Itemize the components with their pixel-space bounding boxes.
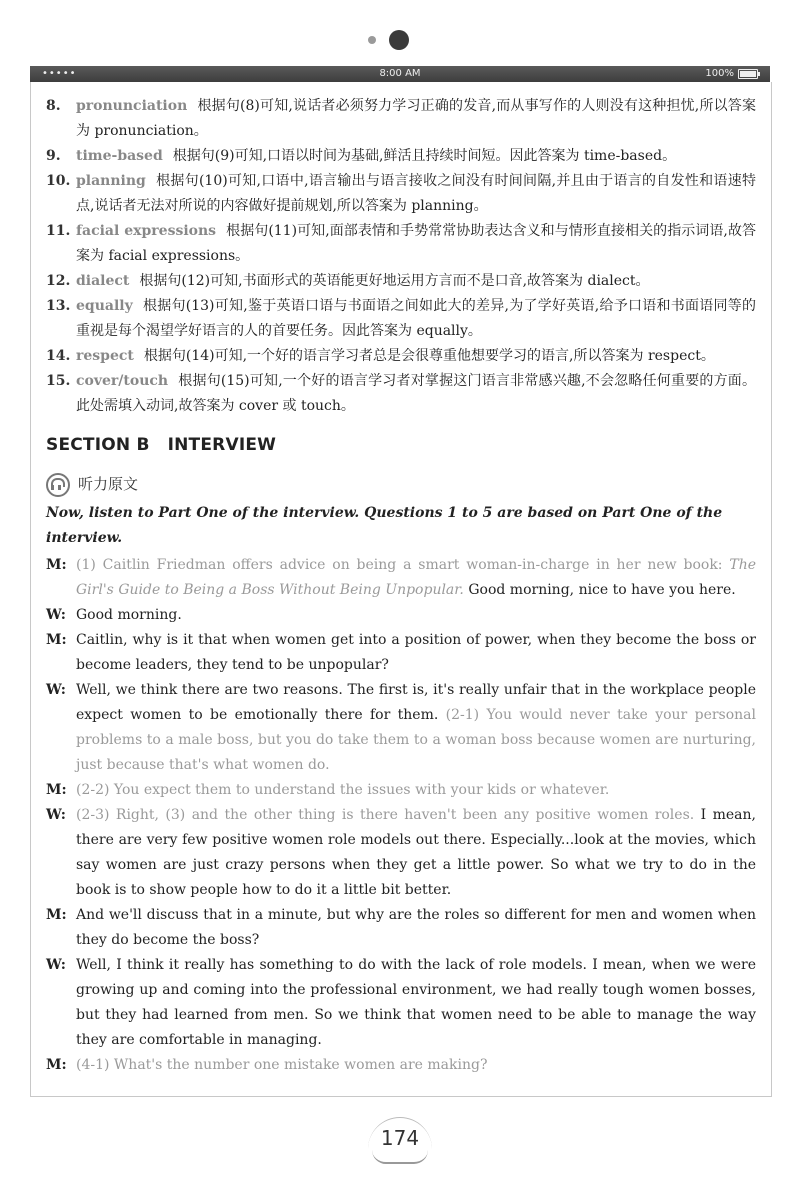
utterance-segment: Well, I think it really has something to do with the lack of role models. I mean, when we were growing up and coming into the professional environment, we had really tough women bosses, but they had learned from men. So we think that women need to be able to manage the way they are comfortable in managing. xyxy=(76,957,756,1048)
answer-number: 8. xyxy=(46,98,61,114)
answer-keyword: respect xyxy=(76,348,134,364)
instruction: Now, listen to Part One of the interview. Questions 1 to 5 are based on Part One of the interview. xyxy=(46,505,723,546)
section-heading xyxy=(46,433,756,458)
speaker-label: M: xyxy=(46,782,67,798)
answer-item xyxy=(46,344,756,369)
answer-explanation: 根据句(11)可知,面部表情和手势常常协助表达含义和与情形直接相关的指示词语,故答案为 facial expressions。 xyxy=(76,223,756,264)
answer-explanation: 根据句(12)可知,书面形式的英语能更好地运用方言而不是口音,故答案为 dialect。 xyxy=(139,273,650,289)
transcript-turn xyxy=(46,778,756,803)
answer-text xyxy=(76,219,756,269)
answer-number: 15. xyxy=(46,373,71,389)
speaker-label: M: xyxy=(46,557,67,573)
utterance-segment: (2-2) You expect them to understand the issues with your kids or whatever. xyxy=(76,782,610,798)
transcript-turn xyxy=(46,678,756,778)
answer-text xyxy=(76,369,756,419)
answer-text xyxy=(76,94,756,144)
answer-number: 9. xyxy=(46,148,61,164)
transcript-turn xyxy=(46,953,756,1053)
utterance-segment: Good morning. xyxy=(76,607,182,623)
answer-text xyxy=(76,269,756,294)
utterance-segment: Well, we think there are two reasons. The first is, it's really unfair that in the workplace people expect women to be emotionally there for them. xyxy=(76,682,756,723)
answer-item xyxy=(46,369,756,419)
answer-number: 11. xyxy=(46,223,71,239)
answer-explanation: 根据句(8)可知,说话者必须努力学习正确的发音,而从事写作的人则没有这种担忧,所以答案为 pronunciation。 xyxy=(76,98,756,139)
transcript-turn xyxy=(46,903,756,953)
answer-keyword: facial expressions xyxy=(76,223,217,239)
utterance xyxy=(76,803,756,903)
utterance xyxy=(76,778,756,803)
answer-keyword: dialect xyxy=(76,273,130,289)
utterance xyxy=(76,1053,756,1078)
answer-explanation: 根据句(10)可知,口语中,语言输出与语言接收之间没有时间间隔,并且由于语言的自发性和语速特点,说话者无法对所说的内容做好提前规划,所以答案为 planning。 xyxy=(76,173,756,214)
signal-indicator: ••••• xyxy=(42,68,77,79)
answer-number: 14. xyxy=(46,348,71,364)
transcript xyxy=(46,553,756,1078)
audio-script-title: 听力原文 xyxy=(78,475,139,493)
answer-explanation: 根据句(15)可知,一个好的语言学习者对掌握这门语言非常感兴趣,不会忽略任何重要的方面。此处需填入动词,故答案为 cover 或 touch。 xyxy=(76,373,756,414)
status-time: 8:00 AM xyxy=(379,68,421,79)
headphone-icon xyxy=(46,473,70,497)
transcript-turn xyxy=(46,553,756,603)
transcript-turn xyxy=(46,628,756,678)
answer-list xyxy=(46,94,756,419)
answer-text xyxy=(76,169,756,219)
speaker-label: W: xyxy=(46,807,66,823)
section-label: SECTION B xyxy=(46,435,150,455)
utterance-segment: Caitlin, why is it that when women get into a position of power, when they become the boss or become leaders, they tend to be unpopular? xyxy=(76,632,756,673)
answer-number: 10. xyxy=(46,173,71,189)
utterance xyxy=(76,553,756,603)
battery-status xyxy=(705,68,758,79)
speaker-label: M: xyxy=(46,1057,67,1073)
answer-keyword: cover/touch xyxy=(76,373,169,389)
audio-script-heading xyxy=(46,472,756,497)
utterance-segment: Good morning, nice to have you here. xyxy=(463,582,736,598)
device-bezel xyxy=(0,0,800,66)
utterance-segment: The Girl's Guide to Being a Boss Without Being Unpopular. xyxy=(76,557,756,598)
answer-number: 12. xyxy=(46,273,71,289)
answer-text xyxy=(76,344,756,369)
answer-keyword: time-based xyxy=(76,148,163,164)
answer-explanation: 根据句(9)可知,口语以时间为基础,鲜活且持续时间短。因此答案为 time-based。 xyxy=(172,148,677,164)
answer-text xyxy=(76,294,756,344)
answer-item xyxy=(46,144,756,169)
utterance-segment: I mean, there are very few positive women role models out there. Especially...look at the movies, which say women are just crazy persons when they get a little power. So what we try to do in the book is to show people how to do it a little bit better. xyxy=(76,807,756,898)
answer-explanation: 根据句(14)可知,一个好的语言学习者总是会很尊重他想要学习的语言,所以答案为 respect。 xyxy=(143,348,715,364)
camera-icon xyxy=(389,30,409,50)
answer-item xyxy=(46,294,756,344)
answer-item xyxy=(46,169,756,219)
speaker-label: M: xyxy=(46,907,67,923)
status-bar xyxy=(30,66,770,82)
answer-item xyxy=(46,219,756,269)
utterance xyxy=(76,628,756,678)
answer-keyword: planning xyxy=(76,173,146,189)
battery-percent: 100% xyxy=(705,68,734,79)
page-content xyxy=(46,94,756,1078)
transcript-turn xyxy=(46,603,756,628)
answer-explanation: 根据句(13)可知,鉴于英语口语与书面语之间如此大的差异,为了学好英语,给予口语和书面语同等的重视是每个渴望学好语言的人的首要任务。因此答案为 equally。 xyxy=(76,298,756,339)
speaker-label: W: xyxy=(46,957,66,973)
page-number: 174 xyxy=(368,1117,432,1158)
answer-item xyxy=(46,269,756,294)
utterance xyxy=(76,953,756,1053)
utterance-segment: (1) Caitlin Friedman offers advice on being a smart woman-in-charge in her new book: xyxy=(76,557,730,573)
speaker-label: W: xyxy=(46,607,66,623)
utterance xyxy=(76,603,756,628)
answer-keyword: equally xyxy=(76,298,133,314)
speaker-label: M: xyxy=(46,632,67,648)
answer-number: 13. xyxy=(46,298,71,314)
sensor-icon xyxy=(368,36,376,44)
transcript-turn xyxy=(46,1053,756,1078)
battery-icon xyxy=(738,69,758,79)
section-title: INTERVIEW xyxy=(167,435,277,455)
utterance-segment: (4-1) What's the number one mistake women are making? xyxy=(76,1057,488,1073)
utterance-segment: (2-1) You would never take your personal problems to a male boss, but you do take them to a woman boss because women are nurturing, just because that's what women do. xyxy=(76,707,756,773)
speaker-label: W: xyxy=(46,682,66,698)
answer-keyword: pronunciation xyxy=(76,98,188,114)
answer-text xyxy=(76,144,756,169)
utterance xyxy=(76,678,756,778)
utterance-segment: And we'll discuss that in a minute, but why are the roles so different for men and women when they do become the boss? xyxy=(76,907,756,948)
answer-item xyxy=(46,94,756,144)
utterance-segment: (2-3) Right, (3) and the other thing is there haven't been any positive women roles. xyxy=(76,807,695,823)
utterance xyxy=(76,903,756,953)
transcript-turn xyxy=(46,803,756,903)
